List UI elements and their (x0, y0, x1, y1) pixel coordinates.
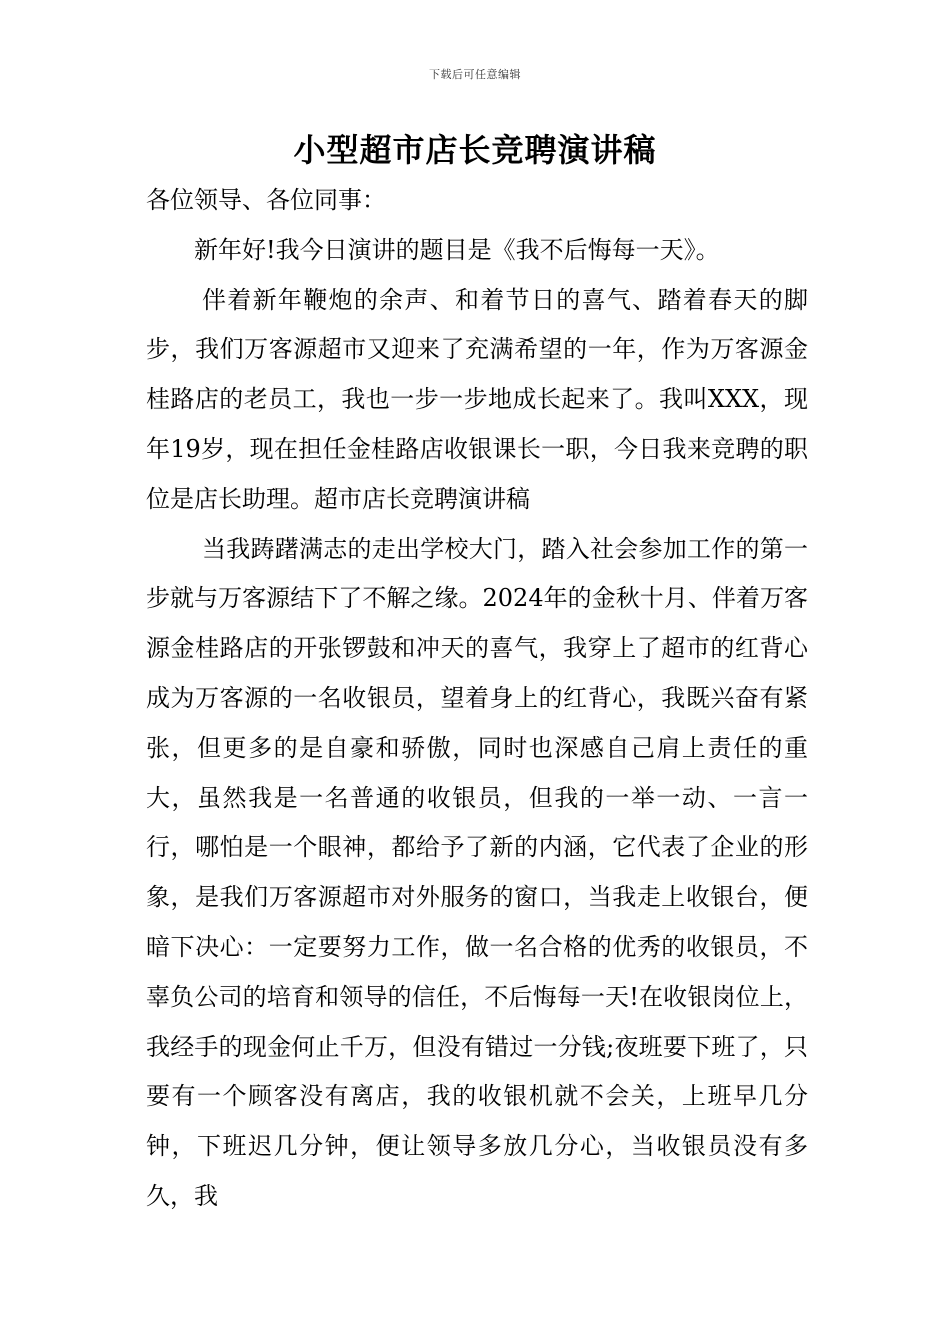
document-body (146, 176, 808, 1222)
paragraph-2: 伴着新年鞭炮的余声、和着节日的喜气、踏着春天的脚步，我们万客源超市又迎来了充满希望的一年，作为万客源金桂路店的老员工，我也一步一步地成长起来了。我叫XXX，现年19岁，现在担任金桂路店收银课长一职，今日我来竞聘的职位是店长助理。超市店长竞聘演讲稿 (146, 285, 808, 513)
paragraph-3: 当我踌躇满志的走出学校大门，踏入社会参加工作的第一步就与万客源结下了不解之缘。2024年的金秋十月、伴着万客源金桂路店的开张锣鼓和冲天的喜气，我穿上了超市的红背心成为万客源的一名收银员，望着身上的红背心，我既兴奋有紧张，但更多的是自豪和骄傲，同时也深感自己肩上责任的重大，虽然我是一名普通的收银员，但我的一举一动、一言一行，哪怕是一个眼神，都给予了新的内涵，它代表了企业的形象，是我们万客源超市对外服务的窗口，当我走上收银台，便暗下决心：一定要努力工作，做一名合格的优秀的收银员，不辜负公司的培育和领导的信任，不后悔每一天!在收银岗位上，我经手的现金何止千万，但没有错过一分钱;夜班要下班了，只要有一个顾客没有离店，我的收银机就不会关，上班早几分钟，下班迟几分钟，便让领导多放几分心，当收银员没有多久，我 (146, 534, 808, 1210)
paragraph-1: 新年好!我今日演讲的题目是《我不后悔每一天》。 (194, 235, 720, 264)
document-title: 小型超市店长竞聘演讲稿 (293, 131, 657, 169)
page-header-note: 下载后可任意编辑 (429, 68, 521, 81)
salutation: 各位领导、各位同事： (146, 186, 386, 214)
